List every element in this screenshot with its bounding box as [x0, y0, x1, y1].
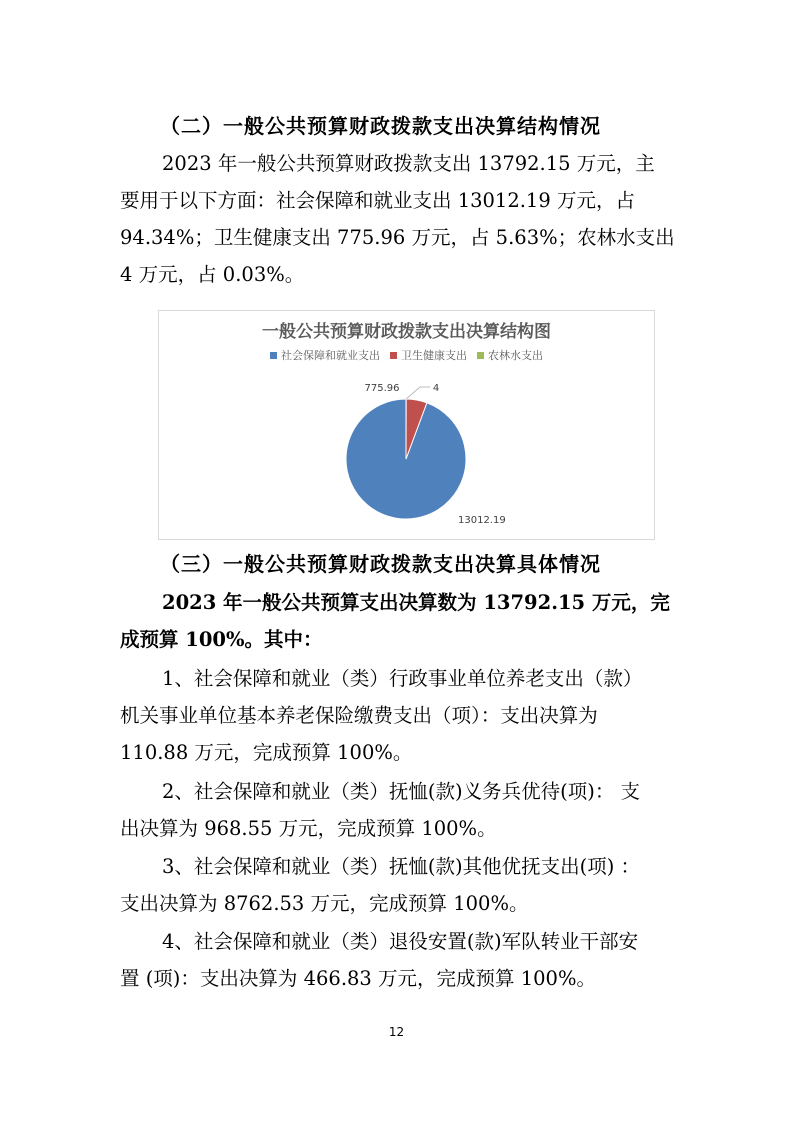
item-line: 4、社会保障和就业（类）退役安置(款)军队转业干部安: [162, 930, 639, 953]
section-2-paragraph: [120, 145, 675, 293]
paragraph-line: 2023 年一般公共预算财政拨款支出 13792.15 万元，主: [162, 152, 655, 175]
summary-line: 成预算 100%。其中：: [120, 628, 323, 651]
item-line: 2、社会保障和就业（类）抚恤(款)义务兵优待(项)： 支: [162, 780, 641, 803]
expense-item-3: [120, 848, 675, 922]
expense-item-2: [120, 773, 675, 847]
legend-label: 社会保障和就业支出: [281, 349, 380, 362]
section-3-summary: [120, 584, 675, 658]
pie-data-label: 13012.19: [458, 515, 506, 526]
item-line: 支出决算为 8762.53 万元，完成预算 100%。: [120, 892, 529, 915]
item-line: 置 (项)：支出决算为 466.83 万元，完成预算 100%。: [120, 967, 596, 990]
item-line: 1、社会保障和就业（类）行政事业单位养老支出（款）: [162, 667, 643, 690]
item-line: 出决算为 968.55 万元，完成预算 100%。: [120, 817, 497, 840]
item-line: 110.88 万元，完成预算 100%。: [120, 741, 413, 764]
pie-data-label: 4: [432, 383, 440, 394]
summary-line: 2023 年一般公共预算支出决算数为 13792.15 万元，完: [162, 591, 670, 614]
legend-label: 卫生健康支出: [401, 349, 467, 362]
pie-plot-area: [159, 311, 654, 539]
pie-chart: [158, 310, 655, 540]
pie-data-label: 775.96: [364, 383, 400, 394]
section-2-heading: （二）一般公共预算财政拨款支出决算结构情况: [160, 114, 601, 138]
paragraph-line: 要用于以下方面：社会保障和就业支出 13012.19 万元，占: [120, 189, 635, 212]
paragraph-line: 4 万元，占 0.03%。: [120, 263, 305, 286]
item-line: 3、社会保障和就业（类）抚恤(款)其他优抚支出(项) ：: [162, 855, 641, 878]
page-number: 12: [388, 1025, 405, 1039]
pie-leader-line: [406, 387, 430, 399]
section-3-heading: （三）一般公共预算财政拨款支出决算具体情况: [160, 552, 601, 576]
expense-item-1: [120, 660, 675, 771]
chart-title: 一般公共预算财政拨款支出决算结构图: [262, 322, 551, 342]
legend-label: 农林水支出: [488, 349, 543, 362]
expense-item-4: [120, 923, 675, 997]
item-line: 机关事业单位基本养老保险缴费支出（项）：支出决算为: [120, 704, 598, 727]
paragraph-line: 94.34%；卫生健康支出 775.96 万元，占 5.63%；农林水支出: [120, 226, 675, 249]
